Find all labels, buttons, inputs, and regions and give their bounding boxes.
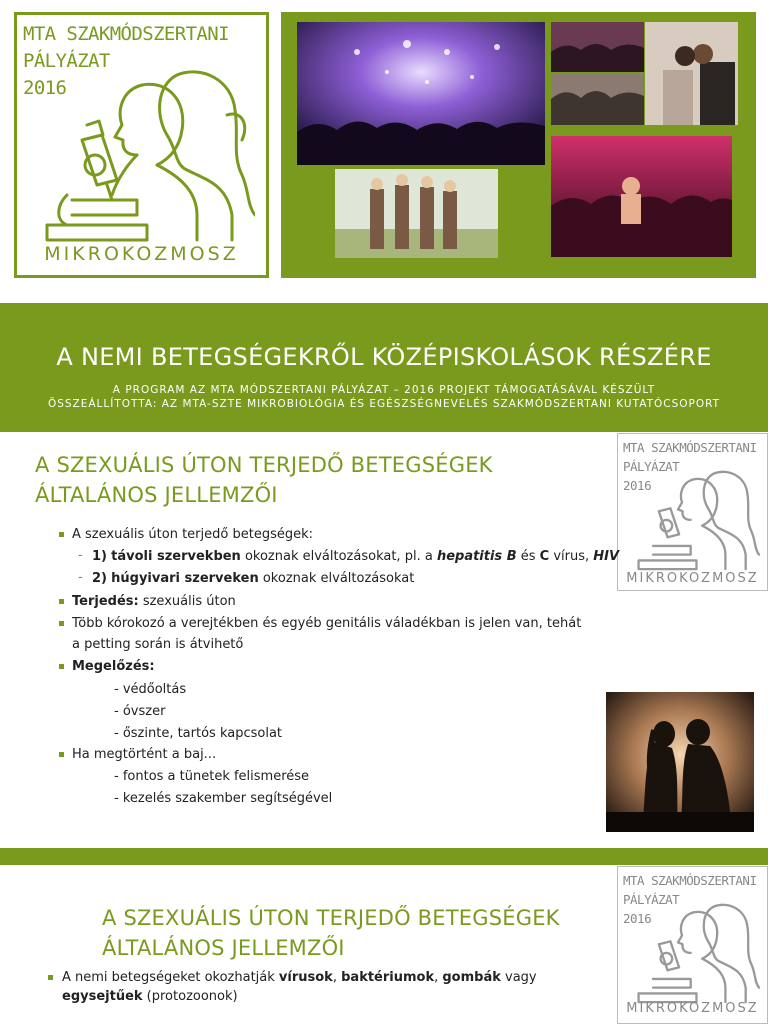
more-text-line-1: Több kórokozó a verejtékben és egyéb genitális váladékban is jelen van, tehát	[72, 616, 582, 631]
banner-subtitle-line-2: ÖSSZEÁLLÍTOTTA: AZ MTA-SZTE MIKROBIOLÓGIA ÉS EGÉSZSÉGNEVELÉS SZAKMÓDSZERTANI KUTATÓCSOPORT	[47, 398, 721, 410]
slide3-heading-line-2: ÁLTALÁNOS JELLEMZŐI	[102, 936, 345, 960]
slide3-heading-line-1: A SZEXUÁLIS ÚTON TERJEDŐ BETEGSÉGEK	[102, 906, 560, 930]
small-logo-2-title-line-2: PÁLYÁZAT	[623, 892, 680, 907]
banner-title: A NEMI BETEGSÉGEKRŐL KÖZÉPISKOLÁSOK RÉSZÉRE	[56, 343, 712, 371]
cause-line-2: egysejtűek (protozoonok)	[62, 989, 238, 1004]
small-logo-wordmark: MIKROKOZMOSZ	[626, 571, 759, 586]
if-item: - kezelés szakember segítségével	[114, 791, 333, 806]
sub-item-1: 1) távoli szervekben okoznak elváltozásokat, pl. a hepatitis B és C vírus, HIV	[92, 549, 620, 564]
cause-line-1: A nemi betegségeket okozhatják vírusok, baktériumok, gombák vagy	[62, 970, 537, 985]
dash-icon: -	[78, 548, 83, 563]
bullet-icon	[48, 975, 53, 980]
banner-subtitle-line-1: A PROGRAM AZ MTA MÓDSZERTANI PÁLYÁZAT – 2016 PROJEKT TÁMOGATÁSÁVAL KÉSZÜLT	[112, 384, 656, 396]
small-logo-2-title-line-1: MTA SZAKMÓDSZERTANI	[623, 873, 757, 888]
bullet-icon	[59, 532, 64, 537]
small-logo-2-wordmark: MIKROKOZMOSZ	[626, 1001, 759, 1016]
prevention-item: - őszinte, tartós kapcsolat	[114, 726, 283, 741]
slide3-content	[0, 960, 600, 1024]
bullet-icon	[59, 621, 64, 626]
if-item: - fontos a tünetek felismerése	[114, 769, 310, 784]
slide2-heading-line-1: A SZEXUÁLIS ÚTON TERJEDŐ BETEGSÉGEK	[35, 453, 493, 477]
section-divider	[0, 848, 768, 865]
couple-photo	[645, 22, 738, 125]
prevention-item: - védőoltás	[114, 682, 187, 697]
couple-sunset-photo	[606, 692, 754, 832]
slide3-heading	[102, 903, 560, 963]
small-logo-title-line-2: PÁLYÁZAT	[623, 459, 680, 474]
small-scientist-icon	[624, 895, 762, 1005]
small-scientist-icon	[624, 462, 762, 572]
logo-wordmark: MIKROKOZMOSZ	[44, 243, 239, 265]
slide2-heading-line-2: ÁLTALÁNOS JELLEMZŐI	[35, 483, 278, 507]
logo-title-line-1: MTA SZAKMÓDSZERTANI	[23, 23, 229, 45]
small-logo-title-line-1: MTA SZAKMÓDSZERTANI	[623, 440, 757, 455]
intro-text: A szexuális úton terjedő betegségek:	[72, 527, 313, 542]
more-text-line-2: a petting során is átvihető	[72, 637, 244, 652]
dash-icon: -	[78, 570, 83, 585]
spread-item: Terjedés: szexuális úton	[72, 594, 236, 609]
logo-title-line-3: 2016	[23, 77, 67, 99]
small-logo	[617, 433, 768, 591]
small-logo-title-line-3: 2016	[623, 478, 652, 493]
small-logo-2	[617, 866, 768, 1024]
bullet-icon	[59, 752, 64, 757]
if-happened-text: Ha megtörtént a baj...	[72, 747, 217, 762]
bullet-icon	[59, 599, 64, 604]
prevention-item: - óvszer	[114, 704, 166, 719]
prevention-label: Megelőzés:	[72, 659, 155, 674]
logo-title-line-2: PÁLYÁZAT	[23, 50, 110, 72]
bullet-icon	[59, 664, 64, 669]
small-logo-2-title-line-3: 2016	[623, 911, 652, 926]
sub-item-2: 2) húgyivari szerveken okoznak elváltozásokat	[92, 571, 415, 586]
